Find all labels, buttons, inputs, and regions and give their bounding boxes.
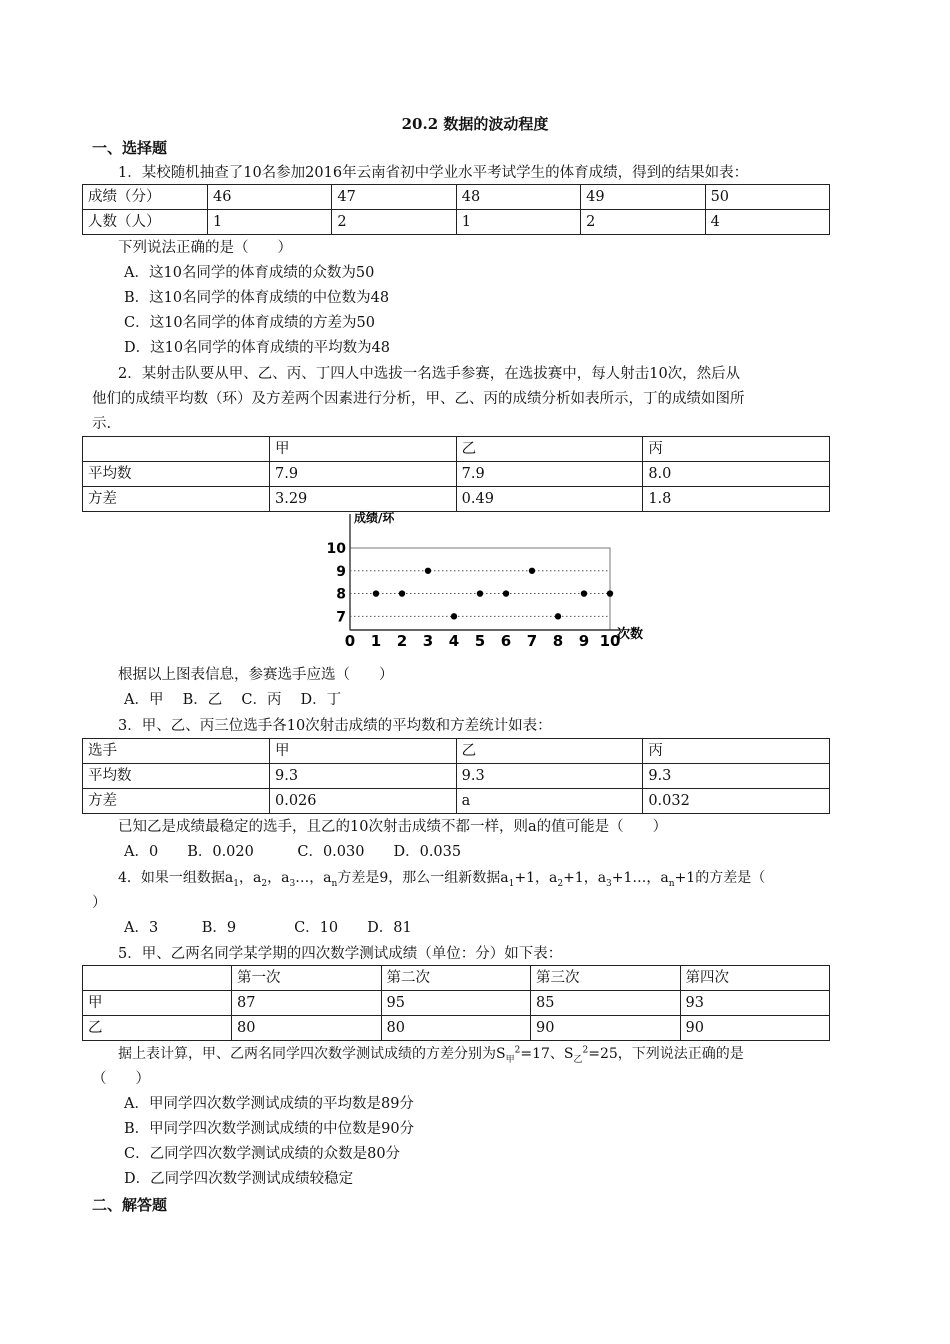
q4-subscript: 1 xyxy=(508,878,515,889)
q4-text: ，a xyxy=(267,870,290,886)
chart-point xyxy=(399,590,405,596)
table-cell: 第三次 xyxy=(531,966,681,991)
table-cell: 7.9 xyxy=(456,462,643,487)
q3-ask: 已知乙是成绩最稳定的选手，且乙的10次射击成绩不都一样，则a的值可能是（ ） xyxy=(118,819,668,835)
table-cell: 甲 xyxy=(270,437,457,462)
table-cell: 2 xyxy=(581,210,705,235)
table-cell: 9.3 xyxy=(456,764,643,789)
table-row xyxy=(83,437,830,462)
chart-point xyxy=(555,613,561,619)
q1-option-b: B．这10名同学的体育成绩的中位数为48 xyxy=(124,290,390,306)
q4-subscript: 3 xyxy=(289,878,296,889)
chart-x-tick-label: 9 xyxy=(578,632,590,650)
table-cell: 第四次 xyxy=(680,966,830,991)
table-cell: 方差 xyxy=(83,789,270,814)
table-cell: 甲 xyxy=(270,739,457,764)
q2-stem-line2: 他们的成绩平均数（环）及方差两个因素进行分析，甲、乙、丙的成绩分析如表所示，丁的成绩如图所 xyxy=(92,391,745,407)
section-heading-choice: 一、选择题 xyxy=(92,139,168,157)
table-cell: 50 xyxy=(705,185,829,210)
q1-ask: 下列说法正确的是（ ） xyxy=(118,240,292,256)
q4-text: …，a xyxy=(295,870,332,886)
table-cell: 1 xyxy=(456,210,580,235)
table-cell: 丙 xyxy=(643,437,830,462)
table-cell: 80 xyxy=(232,1016,382,1041)
q4-text: +1，a xyxy=(563,870,607,886)
table-row xyxy=(83,991,830,1016)
table-cell: 80 xyxy=(381,1016,531,1041)
chart-x-tick-label: 1 xyxy=(370,632,382,650)
table-cell xyxy=(83,966,232,991)
q4-subscript: n xyxy=(331,878,338,889)
q5-subscript: 甲 xyxy=(505,1054,515,1065)
q4-subscript: 2 xyxy=(557,878,564,889)
q4-subscript: n xyxy=(668,878,675,889)
table-cell: 乙 xyxy=(456,739,643,764)
table-cell: 乙 xyxy=(83,1016,232,1041)
chart-y-tick-label: 10 xyxy=(326,541,346,557)
q5-text: =17、S xyxy=(520,1046,574,1062)
table-row xyxy=(83,1016,830,1041)
table-cell: 第一次 xyxy=(232,966,382,991)
table-cell: 85 xyxy=(531,991,681,1016)
chart-x-tick-label: 5 xyxy=(474,632,486,650)
q4-text: +1…，a xyxy=(611,870,669,886)
chart-tick-labels xyxy=(327,541,621,650)
table-cell: 90 xyxy=(531,1016,681,1041)
table-cell: 90 xyxy=(680,1016,830,1041)
chart-points xyxy=(373,568,613,620)
q4-subscript: 1 xyxy=(233,878,239,889)
chart-point xyxy=(581,590,587,596)
q3-table xyxy=(82,738,830,814)
table-cell: 0.032 xyxy=(643,789,830,814)
chart-point xyxy=(451,613,457,619)
q1-option-a: A．这10名同学的体育成绩的众数为50 xyxy=(124,265,375,281)
table-cell xyxy=(83,437,270,462)
chart-x-tick-label: 7 xyxy=(526,632,538,650)
chart-point xyxy=(425,568,431,574)
q4-text: ，a xyxy=(239,870,262,886)
q5-option-a: A．甲同学四次数学测试成绩的平均数是89分 xyxy=(124,1096,414,1112)
table-cell: 平均数 xyxy=(83,764,270,789)
chart-x-tick-label: 0 xyxy=(344,632,356,650)
table-cell: 49 xyxy=(581,185,705,210)
table-cell: 成绩（分） xyxy=(83,185,208,210)
page-title: 20.2 数据的波动程度 xyxy=(401,115,549,133)
chart-x-tick-label: 10 xyxy=(599,632,621,650)
q5-subscript: 乙 xyxy=(573,1054,583,1065)
q4-subscript: 2 xyxy=(261,878,268,889)
table-cell: 丙 xyxy=(643,739,830,764)
chart-y-tick-label: 7 xyxy=(336,609,346,626)
table-row xyxy=(83,739,830,764)
q4-options: A．3 B．9 C．10 D．81 xyxy=(124,920,412,936)
q4-text: 4．如果一组数据a xyxy=(118,870,234,886)
table-row xyxy=(83,966,830,991)
q2-scatter-chart xyxy=(326,506,670,650)
table-cell: 人数（人） xyxy=(83,210,208,235)
table-row xyxy=(83,462,830,487)
table-cell: 1.8 xyxy=(643,487,830,512)
q1-table xyxy=(82,184,830,235)
q5-calc-line xyxy=(118,1042,744,1067)
q4-text: 方差是9，那么一组新数据a xyxy=(337,870,509,886)
table-cell: 第二次 xyxy=(381,966,531,991)
q5-option-d: D．乙同学四次数学测试成绩较稳定 xyxy=(124,1171,354,1187)
q2-table xyxy=(82,436,830,512)
q2-stem-line1: 2．某射击队要从甲、乙、丙、丁四人中选拔一名选手参赛，在选拔赛中，每人射击10次，然后从 xyxy=(118,366,741,382)
table-cell: 乙 xyxy=(456,437,643,462)
q2-ask: 根据以上图表信息，参赛选手应选（ ） xyxy=(118,667,394,683)
chart-point xyxy=(607,590,613,596)
table-cell: 1 xyxy=(208,210,332,235)
table-cell: 95 xyxy=(381,991,531,1016)
table-cell: 4 xyxy=(705,210,829,235)
table-cell: 7.9 xyxy=(270,462,457,487)
table-cell: 8.0 xyxy=(643,462,830,487)
q2-options: A．甲 B．乙 C．丙 D．丁 xyxy=(124,692,342,708)
q1-option-c: C．这10名同学的体育成绩的方差为50 xyxy=(124,315,375,331)
chart-x-tick-label: 8 xyxy=(552,632,564,650)
q5-superscript: 2 xyxy=(582,1045,589,1056)
chart-x-tick-label: 2 xyxy=(396,632,408,650)
chart-x-tick-label: 6 xyxy=(500,632,512,650)
table-row xyxy=(83,789,830,814)
chart-point xyxy=(477,590,483,596)
q5-text: 据上表计算，甲、乙两名同学四次数学测试成绩的方差分别为S xyxy=(118,1046,506,1062)
table-cell: 方差 xyxy=(83,487,270,512)
chart-plot-border xyxy=(350,548,610,630)
section-heading-answer: 二、解答题 xyxy=(92,1196,168,1214)
q5-superscript: 2 xyxy=(514,1045,521,1056)
q5-option-b: B．甲同学四次数学测试成绩的中位数是90分 xyxy=(124,1121,415,1137)
q3-stem: 3．甲、乙、丙三位选手各10次射击成绩的平均数和方差统计如表： xyxy=(118,718,552,734)
chart-y-axis-label: 成绩/环 xyxy=(354,511,395,525)
table-cell: 甲 xyxy=(83,991,232,1016)
table-row xyxy=(83,210,830,235)
table-cell: 0.026 xyxy=(270,789,457,814)
q2-stem-line3: 示. xyxy=(92,416,112,432)
chart-x-axis-label: 次数 xyxy=(617,627,644,642)
table-cell: 0.49 xyxy=(456,487,643,512)
q5-text: =25，下列说法正确的是 xyxy=(588,1046,744,1062)
q3-options: A．0 B．0.020 C．0.030 D．0.035 xyxy=(124,844,462,860)
chart-frame xyxy=(350,514,620,630)
q4-stem-line2: ） xyxy=(92,895,107,911)
q4-text: +1，a xyxy=(514,870,558,886)
q5-paren: （ ） xyxy=(92,1071,150,1087)
q4-text: +1的方差是（ xyxy=(674,870,766,886)
q5-option-c: C．乙同学四次数学测试成绩的众数是80分 xyxy=(124,1146,401,1162)
chart-y-tick-label: 8 xyxy=(336,586,346,603)
chart-point xyxy=(529,568,535,574)
table-cell: 3.29 xyxy=(270,487,457,512)
table-cell: 47 xyxy=(332,185,456,210)
table-row xyxy=(83,764,830,789)
table-cell: 46 xyxy=(208,185,332,210)
table-cell: 48 xyxy=(456,185,580,210)
chart-point xyxy=(373,590,379,596)
table-cell: 9.3 xyxy=(643,764,830,789)
chart-x-tick-label: 3 xyxy=(422,632,434,650)
table-cell: 93 xyxy=(680,991,830,1016)
q1-option-d: D．这10名同学的体育成绩的平均数为48 xyxy=(124,340,391,356)
chart-x-tick-label: 4 xyxy=(448,632,460,650)
table-cell: 9.3 xyxy=(270,764,457,789)
table-cell: 2 xyxy=(332,210,456,235)
table-cell: 选手 xyxy=(83,739,270,764)
table-cell: a xyxy=(456,789,643,814)
chart-y-tick-label: 9 xyxy=(336,563,346,580)
table-row xyxy=(83,185,830,210)
q4-subscript: 3 xyxy=(606,878,612,889)
q5-table xyxy=(82,965,830,1041)
table-cell: 平均数 xyxy=(83,462,270,487)
table-cell: 87 xyxy=(232,991,382,1016)
q1-stem: 1．某校随机抽查了10名参加2016年云南省初中学业水平考试学生的体育成绩，得到的结果如表： xyxy=(118,165,749,181)
chart-point xyxy=(503,590,509,596)
q4-stem-line1 xyxy=(118,866,765,891)
q5-stem: 5．甲、乙两名同学某学期的四次数学测试成绩（单位：分）如下表： xyxy=(118,946,563,962)
